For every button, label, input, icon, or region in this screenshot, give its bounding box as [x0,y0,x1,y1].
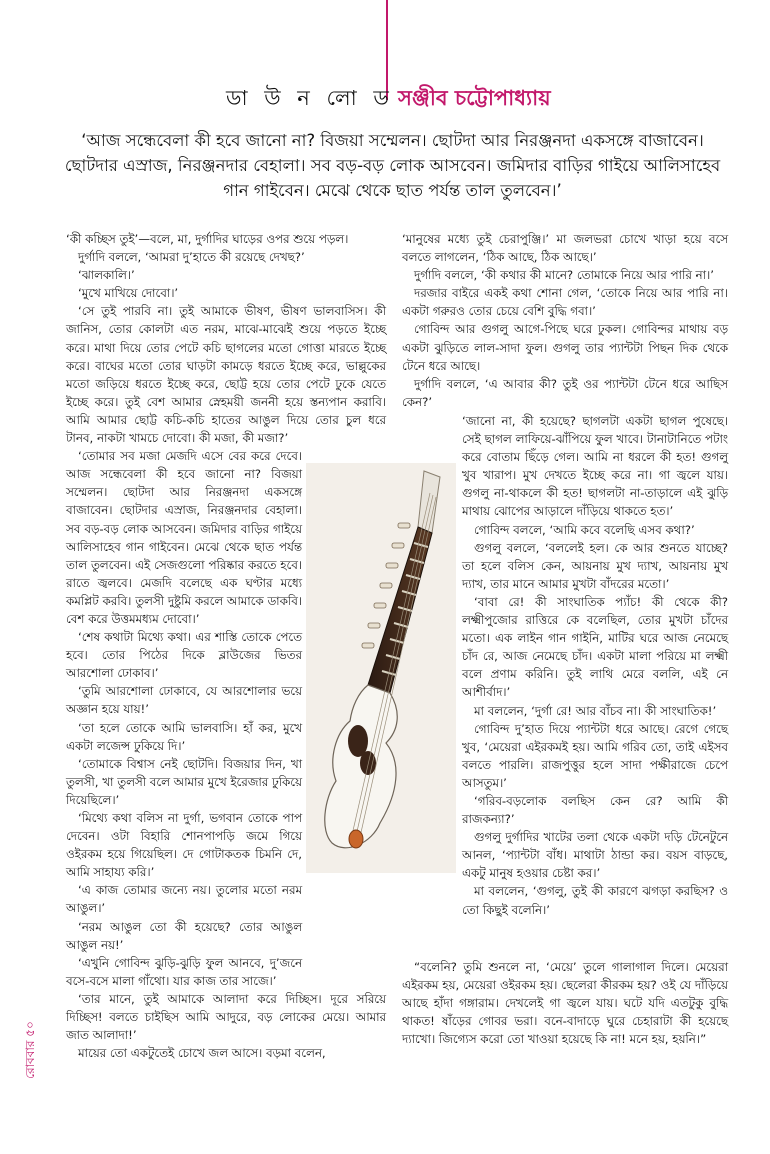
paragraph: ‘তা হলে তোকে আমি ভালবাসি। হাঁ কর, মুখে একটা লজেন্স ঢুকিয়ে দি।’ [66,720,302,753]
paragraph: ‘তোমার সব মজা মেজদি এসে বের করে দেবে। আজ সন্ধেবেলা কী হবে জানো না? বিজয়া সম্মেলন। ছোটদা আর নিরঞ্জনদা একসঙ্গে বাজাবেন। ছোটদার এস্রাজ, নিরঞ্জনদার বেহালা। সব বড়-বড় লোক আসবেন। জমিদার বাড়ির গাইয়ে আলিসাহেব গান গাইবেন। মেঝে থেকে ছাত পর্যন্ত তাল তুলবেন। এই সেজগুলো পরিষ্কার করতে হবে। রাতে জ্বলবে। মেজদি বলেছে এক ঘণ্টার মধ্যে কমপ্লিট করবি। তুলসী দুষ্টুমি করলে আমাকে ডাকবি। বেশ করে উত্তমমধ্যম দোবো।’ [66,449,302,626]
paragraph: ‘গরিব-বড়লোক বলছিস কেন রে? আমি কী রাজকন্যা?’ [462,793,728,827]
left-column-narrow [66,447,302,990]
paragraph: ‘তার মানে, তুই আমাকে আলাদা করে দিচ্ছিস। দূরে সরিয়ে দিচ্ছিস! বলতে চাইছিস আমি আদুরে, বড় লোকের মেয়ে। আমার জাত আলাদা!’ [66,991,386,1043]
series-title: ডা উ ন লো ড [226,86,394,110]
pull-quote: ‘আজ সন্ধেবেলা কী হবে জানো না? বিজয়া সম্মেলন। ছোটদা আর নিরঞ্জনদা একসঙ্গে বাজাবেন। ছোটদার এস্রাজ, নিরঞ্জনদার বেহালা। সব বড়-বড় লোক আসবেন। জমিদার বাড়ির গাইয়ে আলিসাহেব গান গাইবেন। মেঝে থেকে ছাত পর্যন্ত তাল তুলবেন।’ [64,131,721,200]
right-column-narrow [462,412,728,919]
paragraph: দরজার বাইরে একই কথা শোনা গেল, ‘তোকে নিয়ে আর পারি না। একটা গরুরও তোর চেয়ে বেশি বুদ্ধি গবা।’ [402,286,728,319]
paragraph: গোবিন্দ দু’হাত দিয়ে প্যান্টটা ধরে আছে। রেগে গেছে খুব, ‘মেয়েরা এইরকমই হয়। আমি গরিব তো, তাই এইসব বলতে পারলি। রাজপুত্তুর হলে সাদা পক্ষীরাজে চেপে আসতুম।’ [462,721,728,790]
paragraph: ‘তোমাকে বিশ্বাস নেই ছোটদি। বিজয়ার দিন, খা তুলসী, খা তুলসী বলে আমার মুখে ইরেজার ঢুকিয়ে দিয়েছিলে।’ [66,756,302,807]
paragraph: মায়ের তো একটুতেই চোখে জল আসে। বড়মা বলেন, [78,1046,326,1061]
paragraph: গোবিন্দ বললে, ‘আমি কবে বলেছি এসব কথা?’ [474,522,695,537]
paragraph: দুর্গাদি বললে, ‘এ আবার কী? তুই ওর প্যান্টটা টেনে ধরে আছিস কেন?’ [402,376,728,409]
paragraph: গোবিন্দ আর গুগলু আগে-পিছে ঘরে ঢুকল। গোবিন্দর মাথায় বড় একটা ঝুড়িতে লাল-সাদা ফুল। গুগলু তার প্যান্টটা পিছন দিক থেকে টেনে ধরে আছে। [402,322,728,373]
paragraph: ‘কী কচ্ছিস তুই’—বলে, মা, দুর্গাদির ঘাড়ের ওপর শুয়ে পড়ল। [66,232,349,246]
paragraph: মা বললেন, ‘দুর্গা রে! আর বাঁচব না। কী সাংঘাতিক!’ [474,703,717,718]
paragraph: গুগলু দুর্গাদির খাটের তলা থেকে একটা দড়ি টেনেটুনে আনল, ‘প্যান্টটা বাঁধ। মাথাটা ঠান্ডা কর। বয়স বাড়ছে, একটু মানুষ হওয়ার চেষ্টা কর।’ [462,830,728,881]
paragraph: গুগলু বললে, ‘বললেই হল। কে আর শুনতে যাচ্ছে? তা হলে বলিস কেন, আয়নায় মুখ দ্যাখ, আয়নায় মুখ দ্যাখ, তার মানে আমার মুখটা বাঁদরের মতো।’ [462,540,728,591]
paragraph: ‘মানুষের মধ্যে তুই চেরাপুঞ্জি।’ মা জলভরা চোখে খাড়া হয়ে বসে বলতে লাগলেন, ‘ঠিক আছে, ঠিক আছে।’ [402,232,728,265]
paragraph: ‘বাবা রে! কী সাংঘাতিক প্যাঁচ! কী থেকে কী? লক্ষ্মীপুজোর রাত্তিরে কে বলেছিল, তোর মুখটা চাঁদের মতো। এক লাইন গান গাইনি, মাটির ঘরে আজ নেমেছে চাঁদ রে, আজ নেমেছে চাঁদ। একটা মালা পরিয়ে মা লক্ষ্মী বলে প্রণাম করিনি। তুই লাথি মেরে বললি, এই নে আশীর্বাদ।’ [462,594,728,700]
esraj-illustration [306,463,456,873]
right-column-bottom [402,958,728,1048]
paragraph: ‘এখুনি গোবিন্দ ঝুড়ি-ঝুড়ি ফুল আনবে, দু’জনে বসে-বসে মালা গাঁথো। যার কাজ তার সাজে।’ [66,955,302,988]
esraj-photo [306,463,456,873]
page-folio [24,1010,40,1090]
article-header [0,80,770,116]
paragraph: ‘সে তুই পারবি না। তুই আমাকে ভীষণ, ভীষণ ভালবাসিস। কী জানিস, তোর কোলটা এত নরম, মাঝে-মাঝেই শুয়ে পড়তে ইচ্ছে করে। মাথা দিয়ে তোর পেটে কচি ছাগলের মতো গোত্তা মারতে ইচ্ছে করে। বাঘের মতো তোর ঘাড়টা কামড়ে ধরতে ইচ্ছে করে, ভাল্লুকের মতো জড়িয়ে ধরতে ইচ্ছে করে, ছোট্ট হয়ে তোর পেটে ঢুকে যেতে ইচ্ছে করে। তুই বেশ আমার স্নেহময়ী জননী হয়ে স্তন্যপান করাবি। আমি আমার ছোট্ট কচি-কচি হাতের আঙুল দিয়ে তোর চুল ধরে টানব, নাকটা খামচে দোবো। কী মজা, কী মজা?’ [66,304,386,446]
paragraph: ‘মুখে মাখিয়ে দোবো।’ [78,286,179,301]
paragraph: ‘ঝালকালি।’ [78,268,135,283]
paragraph: ‘নরম আঙুল তো কী হয়েছে? তোর আঙুল আঙুল নয়!’ [66,919,302,952]
paragraph: ‘জানো না, কী হয়েছে? ছাগলটা একটা ছাগল পুষেছে। সেই ছাগল লাফিয়ে-ঝাঁপিয়ে ফুল খাবে। টানাটানিতে পটাং করে বোতাম ছিঁড়ে গেল। আমি না ধরলে কী হত! গুগলু খুব খারাপ। মুখ দেখতে ইচ্ছে করে না। গা জ্বলে যায়। গুগলু না-থাকলে কী হত! ছাগলটা না-তাড়ালে এই ঝুড়ি মাথায় ঝোপের আড়ালে দাঁড়িয়ে থাকতে হত।’ [462,414,728,519]
paragraph: দুর্গাদি বললে, ‘কী কথার কী মানে? তোমাকে নিয়ে আর পারি না।’ [414,268,714,283]
paragraph: ‘এ কাজ তোমার জন্যে নয়। তুলোর মতো নরম আঙুল।’ [66,883,302,916]
right-column [402,230,728,411]
paragraph: মা বললেন, ‘গুগলু, তুই কী কারণে ঝগড়া করছিস? ও তো কিছুই বলেনি।’ [462,884,728,917]
folio-text: রোববার ৫০ [23,1021,37,1079]
paragraph: ‘তুমি আরশোলা ঢোকাবে, যে আরশোলার ভয়ে অজ্ঞান হয়ে যায়!’ [66,684,302,717]
paragraph: দুর্গাদি বললে, ‘আমরা দু’হাতে কী রয়েছে দেখছ?’ [78,250,305,265]
paragraph: ‘শেষ কথাটা মিথ্যে কথা। এর শাস্তি তোকে পেতে হবে। তোর পিঠের দিকে ব্লাউজের ভিতর আরশোলা ঢোকাব।’ [66,630,302,681]
paragraph: “বলেনি? তুমি শুনলে না, ‘মেয়ে’ তুলে গালাগাল দিলে। মেয়েরা এইরকম হয়, মেয়েরা ওইরকম হয়। ছেলেরা কীরকম হয়? ওই যে দাঁড়িয়ে আছে হাঁদা গঙ্গারাম। দেখলেই গা জ্বলে যায়। ঘটে যদি এতটুকু বুদ্ধি থাকত! ষাঁড়ের গোবর ভরা। বনে-বাদাড়ে ঘুরে চেহারাটা কী হয়েছে দ্যাখো। জিগ্যেস করো তো খাওয়া হয়েছে কি না! মনে হয়, হয়নি।” [402,960,728,1047]
paragraph: ‘মিথ্যে কথা বলিস না দুর্গা, ভগবান তোকে পাপ দেবেন। ওটা বিহারি শোনপাপড়ি জমে গিয়ে ওইরকম হয়ে গিয়েছিল। দে গোটাকতক চিমনি দে, আমি সাহায্য করি।’ [66,811,302,880]
author-name: সঞ্জীব চট্টোপাধ্যায় [398,86,551,110]
